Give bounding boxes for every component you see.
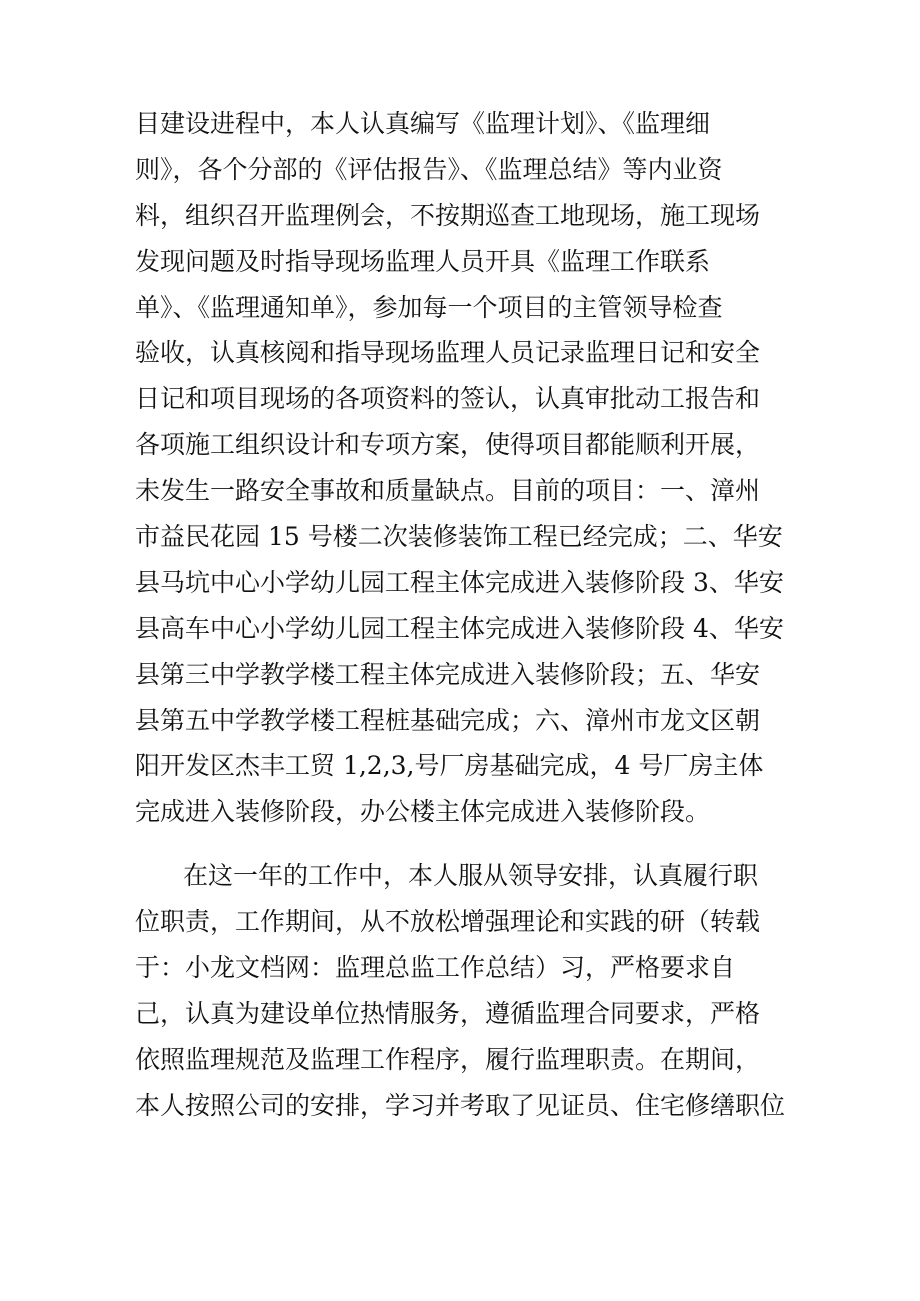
text-line: 己，认真为建设单位热情服务，遵循监理合同要求，严格	[135, 998, 761, 1028]
paragraph-spacer	[135, 835, 785, 853]
text-line: 阳开发区杰丰工贸 1,2,3,号厂房基础完成，4 号厂房主体	[135, 751, 764, 781]
text-line: 日记和项目现场的各项资料的签认，认真审批动工报告和	[135, 384, 761, 414]
text-line: 依照监理规范及监理工作程序，履行监理职责。在期间，	[135, 1044, 761, 1074]
text-line: 市益民花园 15 号楼二次装修装饰工程已经完成；二、华安	[135, 522, 783, 552]
text-line: 县第三中学教学楼工程主体完成进入装修阶段；五、华安	[135, 659, 761, 689]
text-line: 料，组织召开监理例会，不按期巡查工地现场，施工现场	[135, 200, 761, 230]
text-line: 发现问题及时指导现场监理人员开具《监理工作联系	[135, 246, 711, 276]
text-line: 各项施工组织设计和专项方案，使得项目都能顺利开展，	[135, 430, 761, 460]
text-line: 于：小龙文档网：监理总监工作总结）习，严格要求自	[135, 953, 736, 983]
text-line: 未发生一路安全事故和质量缺点。目前的项目：一、漳州	[135, 476, 761, 506]
paragraph-2	[135, 853, 785, 1128]
document-body	[135, 101, 785, 1129]
paragraph-1	[135, 101, 785, 835]
text-line: 单》、《监理通知单》，参加每一个项目的主管领导检查	[135, 292, 723, 322]
text-line: 本人按照公司的安排，学习并考取了见证员、住宅修缮职位	[135, 1090, 785, 1120]
text-line: 完成进入装修阶段，办公楼主体完成进入装修阶段。	[135, 797, 711, 827]
text-line-first-indented: 在这一年的工作中，本人服从领导安排，认真履行职	[183, 861, 759, 891]
text-line: 县高车中心小学幼儿园工程主体完成进入装修阶段 4、华安	[135, 613, 784, 643]
text-line: 则》，各个分部的《评估报告》、《监理总结》等内业资	[135, 154, 723, 184]
text-line: 县第五中学教学楼工程桩基础完成；六、漳州市龙文区朝	[135, 705, 761, 735]
text-line: 验收，认真核阅和指导现场监理人员记录监理日记和安全	[135, 338, 761, 368]
text-line: 县马坑中心小学幼儿园工程主体完成进入装修阶段 3、华安	[135, 567, 784, 597]
text-line: 目建设进程中，本人认真编写《监理计划》、《监理细	[135, 109, 711, 138]
text-line: 位职责，工作期间，从不放松增强理论和实践的研（转载	[135, 907, 761, 937]
